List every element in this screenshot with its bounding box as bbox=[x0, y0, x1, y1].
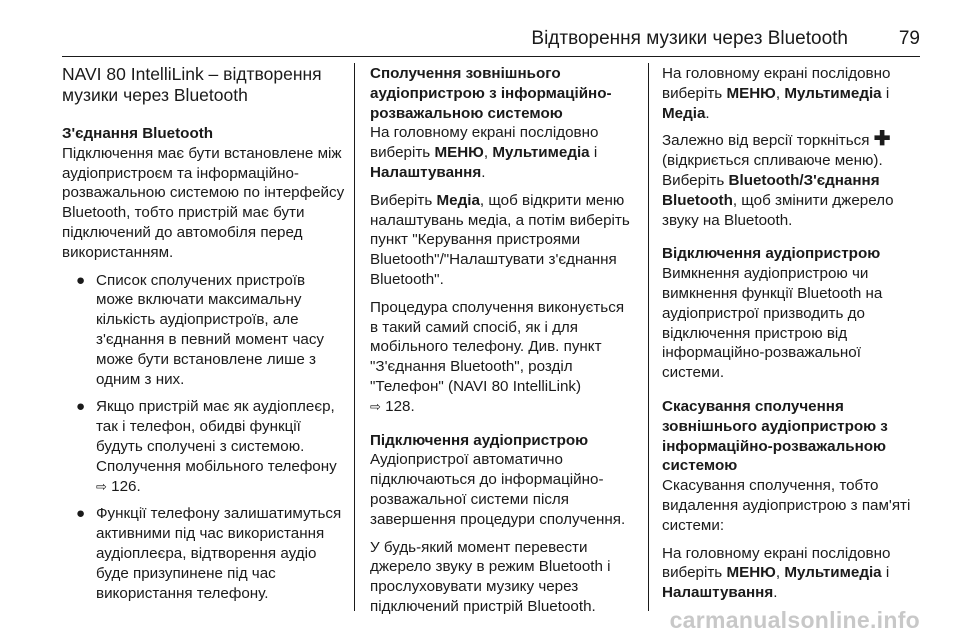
separator: , bbox=[483, 144, 493, 162]
multimedia-label: Мультимедіа bbox=[492, 144, 590, 162]
procedure-text: Процедура сполучення виконується в такий самий спосіб, як і для мобільного телефону. Див. пункт "З'єднання Bluetooth", розділ "Телефон" (NAVI 80 IntelliLink) bbox=[370, 298, 625, 395]
media-label: Медіа bbox=[662, 104, 706, 122]
period: . bbox=[773, 584, 778, 602]
pairing-heading: Сполучення зовнішнього аудіопристрою з інформаційно-розважальною системою bbox=[370, 65, 612, 122]
disconnect-text: Вимкнення аудіопристрою чи вимкнення функції Bluetooth на аудіопристрої призводить до відключення пристрою від інформаційно-розважальної системи. bbox=[662, 265, 883, 382]
menu-label: МЕНЮ bbox=[726, 564, 776, 582]
unpair-text: Скасування сполучення, тобто видалення аудіопристрою з пам'яті системи: bbox=[662, 477, 911, 534]
menu-label: МЕНЮ bbox=[726, 84, 776, 102]
unpair-heading: Скасування сполучення зовнішнього аудіопристрою з інформаційно-розважальною системою bbox=[662, 397, 888, 475]
step-text: , щоб змінити джерело звуку на Bluetooth. bbox=[662, 191, 894, 229]
pairing-step-1 bbox=[370, 123, 636, 182]
bullet-list bbox=[62, 271, 346, 604]
plus-icon: ✚ bbox=[873, 128, 891, 151]
page-reference-arrow-icon: ⇨ bbox=[370, 398, 381, 414]
bullet-text: Якщо пристрій має як аудіоплеєр, так і телефон, обидві функції будуть сполучені з системою. Сполучення мобільного телефону bbox=[96, 398, 337, 475]
running-title: Відтворення музики через Bluetooth bbox=[531, 28, 848, 49]
conjunction: і bbox=[881, 84, 890, 102]
section-title: NAVI 80 IntelliLink – відтворення музики через Bluetooth bbox=[62, 64, 322, 105]
separator: , bbox=[775, 564, 785, 582]
bullet-item bbox=[62, 504, 346, 603]
bluetooth-connection-heading: З'єднання Bluetooth bbox=[62, 125, 214, 142]
connecting-text-1: Аудіопристрої автоматично підключаються до інформаційно-розважальної системи після завершення процедури сполучення. bbox=[370, 451, 626, 528]
conjunction: і bbox=[881, 564, 890, 582]
column-1 bbox=[62, 64, 346, 611]
step-text: , щоб відкрити меню налаштувань медіа, а потім виберіть пункт "Керування пристроями Bluetooth"/"Налаштувати з'єднання Bluetooth". bbox=[370, 191, 630, 288]
multimedia-label: Мультимедіа bbox=[784, 84, 882, 102]
separator: , bbox=[775, 84, 785, 102]
bullet-icon: ● bbox=[76, 398, 86, 416]
menu-label: МЕНЮ bbox=[434, 144, 484, 162]
page-number: 79 bbox=[898, 28, 920, 49]
step-text: На головному екрані послідовно виберіть bbox=[370, 124, 599, 162]
step-text: На головному екрані послідовно виберіть bbox=[662, 544, 891, 582]
step-text: На головному екрані послідовно виберіть bbox=[662, 65, 891, 102]
bullet-item bbox=[62, 271, 346, 390]
connecting-heading: Підключення аудіопристрою bbox=[370, 431, 589, 449]
connecting-text-2: У будь-який момент перевести джерело звуку в режим Bluetooth і прослуховувати музику через підключений пристрій Bluetooth. bbox=[370, 538, 611, 615]
bluetooth-connection-text: Підключення має бути встановлене між аудіопристроєм та інформаційно-розважальною системою по інтерфейсу Bluetooth, тобто пристрій має бути підключений до автомобіля перед використанням. bbox=[62, 144, 345, 261]
bullet-icon: ● bbox=[76, 505, 86, 523]
source-step-1 bbox=[662, 64, 924, 123]
pairing-step-2 bbox=[370, 191, 636, 290]
pairing-procedure-text bbox=[370, 298, 636, 417]
column-3 bbox=[662, 64, 924, 611]
bullet-text: Функції телефону залишатимуться активними під час використання аудіоплеєра, відтворення аудіо буде призупинене під час використання телефону. bbox=[96, 505, 342, 602]
column-divider-2 bbox=[648, 63, 649, 611]
step-text: Залежно від версії торкніться bbox=[662, 132, 874, 150]
step-text: (відкриється спливаюче меню). Виберіть bbox=[662, 152, 883, 189]
disconnect-heading: Відключення аудіопристрою bbox=[662, 245, 881, 263]
column-2 bbox=[370, 64, 636, 625]
conjunction: і bbox=[589, 144, 598, 162]
bullet-item bbox=[62, 397, 346, 496]
settings-label: Налаштування bbox=[662, 584, 774, 602]
period: . bbox=[705, 104, 710, 122]
page-header bbox=[0, 0, 960, 56]
unpair-step bbox=[662, 544, 924, 603]
media-label: Медіа bbox=[436, 191, 480, 209]
multimedia-label: Мультимедіа bbox=[784, 564, 882, 582]
step-text: Виберіть bbox=[370, 191, 437, 209]
page-reference: 128. bbox=[380, 397, 415, 415]
page-reference: 126. bbox=[106, 477, 141, 495]
header-rule bbox=[62, 56, 920, 57]
bullet-icon: ● bbox=[76, 271, 86, 289]
period: . bbox=[481, 163, 486, 181]
watermark: carmanualsonline.info bbox=[669, 607, 920, 633]
bluetooth-label: Bluetooth/З'єднання Bluetooth bbox=[662, 171, 880, 209]
column-divider-1 bbox=[354, 63, 355, 611]
settings-label: Налаштування bbox=[370, 163, 482, 181]
page-reference-arrow-icon: ⇨ bbox=[96, 478, 107, 494]
bullet-text: Список сполучених пристроїв може включати максимальну кількість аудіопристроїв, але з'єднання в певний момент часу може бути встановлене лише з одним з них. bbox=[96, 271, 325, 388]
source-step-2 bbox=[662, 128, 924, 230]
